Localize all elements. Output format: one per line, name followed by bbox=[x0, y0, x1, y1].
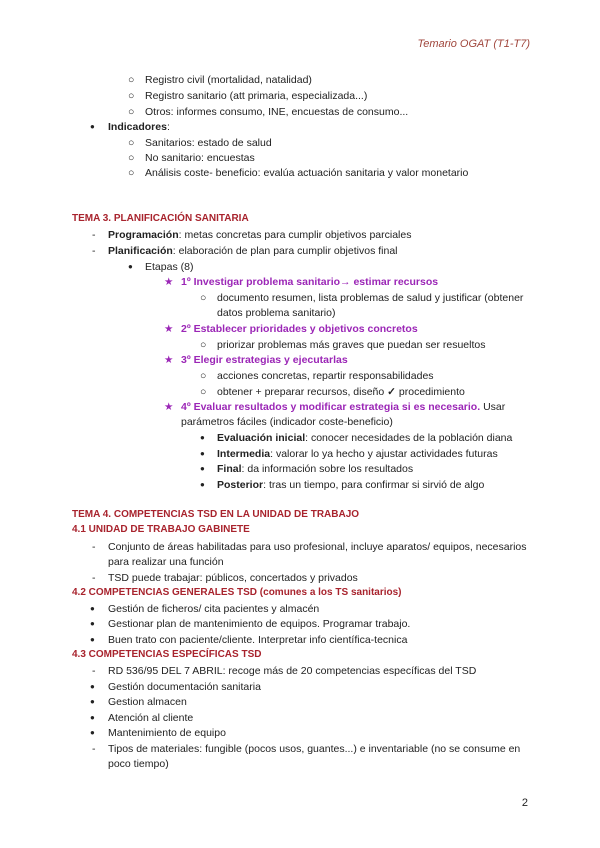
bullet-icon: ● bbox=[200, 433, 205, 442]
list-item: Final: da información sobre los resultados bbox=[217, 463, 414, 475]
bullet-icon: ● bbox=[200, 449, 205, 458]
star-icon: ★ bbox=[164, 323, 174, 335]
dash-marker: - bbox=[92, 572, 96, 584]
list-item: Conjunto de áreas habilitadas para uso profesional, incluye aparatos/ equipos, necesarios bbox=[108, 541, 527, 553]
bullet-icon: ● bbox=[90, 682, 95, 691]
circle-bullet-icon: ○ bbox=[128, 152, 135, 164]
page-number: 2 bbox=[521, 797, 528, 809]
subsection-heading: 4.1 UNIDAD DE TRABAJO GABINETE bbox=[72, 524, 250, 535]
list-item: Tipos de materiales: fungible (pocos usos, guantes...) e inventariable (no se consume en bbox=[108, 743, 521, 755]
list-item: para realizar una función bbox=[108, 556, 224, 568]
step-heading: 2º Establecer prioridades y objetivos concretos bbox=[181, 323, 418, 335]
bullet-icon: ● bbox=[90, 635, 95, 644]
bullet-icon: ● bbox=[90, 122, 95, 131]
bullet-icon: ● bbox=[128, 262, 133, 271]
list-item: poco tiempo) bbox=[108, 758, 169, 770]
list-item: datos problema sanitario) bbox=[217, 307, 336, 319]
check-icon: ✓ bbox=[387, 386, 396, 398]
circle-bullet-icon: ○ bbox=[128, 106, 135, 118]
dash-marker: - bbox=[92, 665, 96, 677]
step-heading: 1º Investigar problema sanitario→ estimar recursos bbox=[181, 276, 439, 288]
list-item: Mantenimiento de equipo bbox=[108, 727, 226, 739]
circle-bullet-icon: ○ bbox=[128, 137, 135, 149]
dash-marker: - bbox=[92, 245, 96, 257]
bullet-icon: ● bbox=[90, 604, 95, 613]
list-item: Gestionar plan de mantenimiento de equipos. Programar trabajo. bbox=[108, 618, 411, 630]
section-heading: TEMA 3. PLANIFICACIÓN SANITARIA bbox=[72, 213, 249, 224]
list-item: acciones concretas, repartir responsabilidades bbox=[217, 370, 434, 382]
circle-bullet-icon: ○ bbox=[200, 339, 207, 351]
list-item: Análisis coste- beneficio: evalúa actuación sanitaria y valor monetario bbox=[145, 167, 469, 179]
list-item: Planificación: elaboración de plan para cumplir objetivos final bbox=[108, 245, 398, 257]
star-icon: ★ bbox=[164, 401, 174, 413]
circle-bullet-icon: ○ bbox=[128, 90, 135, 102]
bullet-icon: ● bbox=[200, 480, 205, 489]
list-item: Etapas (8) bbox=[145, 261, 194, 273]
page-header: Temario OGAT (T1-T7) bbox=[417, 38, 530, 50]
list-item: RD 536/95 DEL 7 ABRIL: recoge más de 20 competencias específicas del TSD bbox=[108, 665, 477, 677]
star-icon: ★ bbox=[164, 276, 174, 288]
list-item: documento resumen, lista problemas de salud y justificar (obtener bbox=[217, 292, 524, 304]
subsection-heading: 4.2 COMPETENCIAS GENERALES TSD (comunes a los TS sanitarios) bbox=[72, 587, 402, 598]
circle-bullet-icon: ○ bbox=[200, 370, 207, 382]
circle-bullet-icon: ○ bbox=[128, 74, 135, 86]
list-item: No sanitario: encuestas bbox=[145, 152, 255, 164]
step-heading: 3º Elegir estrategias y ejecutarlas bbox=[181, 354, 348, 366]
dash-marker: - bbox=[92, 743, 96, 755]
list-item: Registro civil (mortalidad, natalidad) bbox=[145, 74, 312, 86]
list-item: Registro sanitario (att primaria, especializada...) bbox=[145, 90, 368, 102]
circle-bullet-icon: ○ bbox=[128, 167, 135, 179]
circle-bullet-icon: ○ bbox=[200, 292, 207, 304]
list-item: Indicadores: bbox=[108, 121, 170, 133]
bullet-icon: ● bbox=[90, 713, 95, 722]
list-item: obtener + preparar recursos, diseño ✓ procedimiento bbox=[217, 386, 465, 398]
list-item: Posterior: tras un tiempo, para confirmar si sirvió de algo bbox=[217, 479, 485, 491]
list-item: Evaluación inicial: conocer necesidades de la población diana bbox=[217, 432, 513, 444]
list-item: Buen trato con paciente/cliente. Interpretar info científica-tecnica bbox=[108, 634, 408, 646]
bullet-icon: ● bbox=[90, 619, 95, 628]
list-item: Atención al cliente bbox=[108, 712, 194, 724]
list-item: Sanitarios: estado de salud bbox=[145, 137, 272, 149]
dash-marker: - bbox=[92, 229, 96, 241]
bullet-icon: ● bbox=[200, 464, 205, 473]
list-item: Intermedia: valorar lo ya hecho y ajustar actividades futuras bbox=[217, 448, 498, 460]
bullet-icon: ● bbox=[90, 697, 95, 706]
bullet-icon: ● bbox=[90, 728, 95, 737]
step-heading: 4º Evaluar resultados y modificar estrategia si es necesario. Usar bbox=[181, 401, 506, 413]
subsection-heading: 4.3 COMPETENCIAS ESPECÍFICAS TSD bbox=[72, 649, 262, 660]
list-item: Gestion almacen bbox=[108, 696, 187, 708]
section-heading: TEMA 4. COMPETENCIAS TSD EN LA UNIDAD DE TRABAJO bbox=[72, 509, 360, 520]
star-icon: ★ bbox=[164, 354, 174, 366]
list-item: Gestión de ficheros/ cita pacientes y almacén bbox=[108, 603, 320, 615]
list-item: priorizar problemas más graves que puedan ser resueltos bbox=[217, 339, 486, 351]
list-item: Otros: informes consumo, INE, encuestas de consumo... bbox=[145, 106, 409, 118]
list-item: TSD puede trabajar: públicos, concertados y privados bbox=[108, 572, 358, 584]
list-item: parámetros fáciles (indicador coste-beneficio) bbox=[181, 416, 393, 428]
circle-bullet-icon: ○ bbox=[200, 386, 207, 398]
dash-marker: - bbox=[92, 541, 96, 553]
list-item: Programación: metas concretas para cumplir objetivos parciales bbox=[108, 229, 412, 241]
list-item: Gestión documentación sanitaria bbox=[108, 681, 261, 693]
